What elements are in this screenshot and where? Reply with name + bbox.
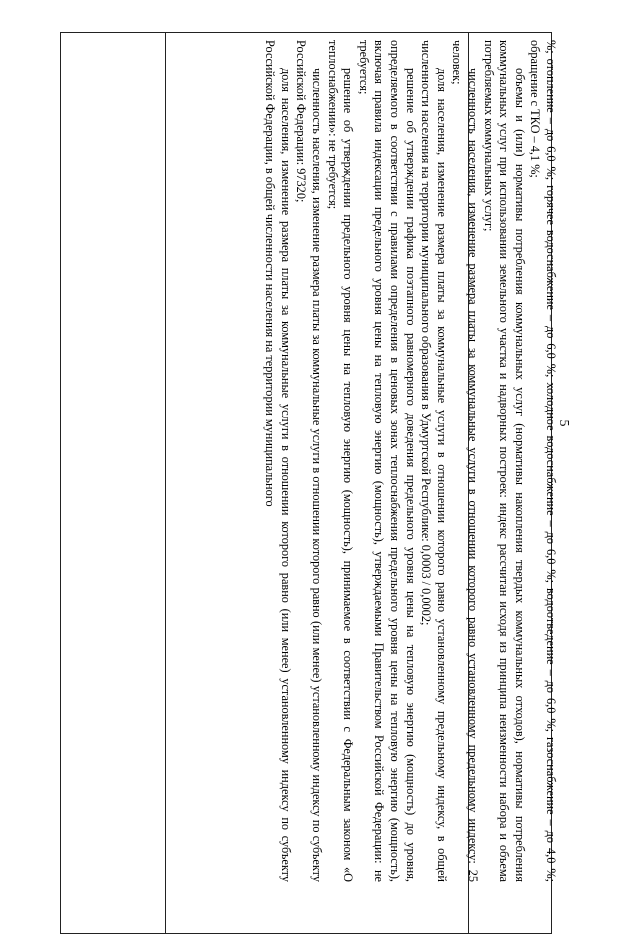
text-paragraph: %; отопление – до 6,0 %; горячее водоснабжение – до 6,0 %; холодное водоснабжение – до 6,0 %; водоотведение – до 6,0 %; газоснабжение – до 4,0 %; обращение с ТКО – 4,1 %; — [528, 40, 558, 882]
page-number: 5 — [556, 419, 571, 427]
text-paragraph: объемы и (или) нормативы потребления коммунальных услуг (нормативы накопления твердых коммунальных отходов), нормативы потребления коммунальных услуг при использовании земельного участка и надворных построек: индекс рассчитан исходя из принципа неизменности набора и объема потребляемых коммунальных услуг; — [481, 40, 527, 882]
text-paragraph: доля населения, изменение размера платы за коммунальные услуги в отношении которого равно установленному предельному индексу, в общей численности населения на территории муниципального образования в Удмуртской Республике: 0,0003 / 0,0002; — [419, 40, 449, 882]
text-paragraph: решение об утверждении предельного уровня цены на тепловую энергию (мощность), принимаемое в соответствии с Федеральным законом «О теплоснабжении»: не требуется; — [325, 40, 356, 882]
text-column — [50, 40, 560, 882]
text-paragraph: доля населения, изменение размера платы за коммунальные услуги в отношении которого равно (или менее) установленному индексу по субъекту Российской Федерации, в общей численности населения на территории муниципального — [263, 40, 293, 882]
text-paragraph: решение об утверждении графика поэтапного равномерного доведения предельного уровня цены на тепловую энергию (мощность) до уровня, определяемого в соответствии с правилами определения в ценовых зонах теплоснабжения предельного уровня цены на тепловую энергию (мощность), включая правила индексации предельного уровня цены на тепловую энергию (мощность), утверждаемыми Правительством Российской Федерации: не требуется; — [356, 40, 418, 882]
text-content — [262, 40, 558, 882]
text-paragraph: численность населения, изменение размера платы за коммунальные услуги в отношении которого равно установленному предельному индексу: 25 человек; — [450, 40, 481, 882]
text-paragraph: численность населения, изменение размера платы за коммунальные услуги в отношении которого равно (или менее) установленному индексу по субъекту Российской Федерации: 97320; — [294, 40, 325, 882]
